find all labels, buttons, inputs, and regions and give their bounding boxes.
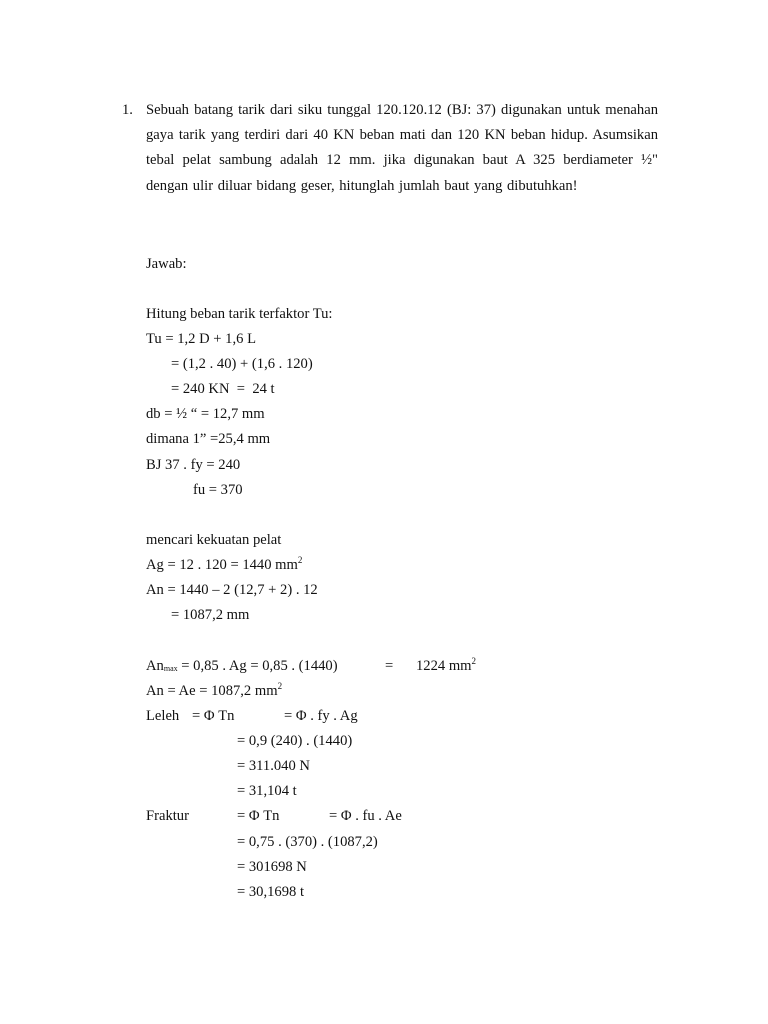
yield-calc: = 0,9 (240) . (1440) <box>237 733 353 749</box>
load-title: Hitung beban tarik terfaktor Tu: <box>146 306 333 322</box>
inch-conversion: dimana 1” =25,4 mm <box>146 431 271 447</box>
bolt-diameter: db = ½ “ = 12,7 mm <box>146 406 265 422</box>
yield-result-n: = 311.040 N <box>237 758 310 774</box>
question-text: Sebuah batang tarik dari siku tunggal 120.120.12 (BJ: 37) digunakan untuk menahan gaya tarik yang terdiri dari 40 KN beban mati dan 120 KN beban hidup. Asumsikan tebal pelat sambung adalah 12 mm. jika digunakan baut A 325 berdiameter ½" dengan ulir diluar bidang geser, hitunglah jumlah baut yang dibutuhkan! <box>146 102 658 194</box>
yield-eq1: = Φ Tn <box>192 708 235 724</box>
yield-label: Leleh <box>146 708 180 724</box>
yield-eq2: = Φ . fy . Ag <box>284 708 358 724</box>
net-area: An = 1440 – 2 (12,7 + 2) . 12 <box>146 582 318 598</box>
net-area-result: = 1087,2 mm <box>171 607 250 623</box>
net-area-max-value: 1224 $mm^2$ <box>416 656 477 674</box>
plate-title: mencari kekuatan pelat <box>146 532 282 548</box>
fracture-eq2: = Φ . fu . Ae <box>329 808 402 824</box>
effective-area: An = Ae = 1087,2 $mm^2$ <box>146 681 283 699</box>
tu-formula: Tu = 1,2 D + 1,6 L <box>146 331 256 347</box>
net-area-max-eq: = <box>385 658 394 674</box>
answer-heading: Jawab: <box>146 256 187 272</box>
fracture-eq1: = Φ Tn <box>237 808 280 824</box>
steel-fu: fu = 370 <box>193 482 243 498</box>
steel-fy: BJ 37 . fy = 240 <box>146 457 241 473</box>
fracture-label: Fraktur <box>146 808 189 824</box>
tu-result: = 240 KN = 24 t <box>171 381 275 397</box>
yield-result-t: = 31,104 t <box>237 783 297 799</box>
net-area-max: $An_{max} = 0,85$ . Ag = 0,85 . (1440) <box>146 658 338 674</box>
question-number: 1. <box>122 102 133 118</box>
tu-substitution: = (1,2 . 40) + (1,6 . 120) <box>171 356 313 372</box>
fracture-calc: = 0,75 . (370) . (1087,2) <box>237 834 378 850</box>
fracture-result-t: = 30,1698 t <box>237 884 305 900</box>
gross-area: Ag = 12 . 120 = 1440 $mm^2$ <box>146 555 303 573</box>
fracture-result-n: = 301698 N <box>237 859 307 875</box>
